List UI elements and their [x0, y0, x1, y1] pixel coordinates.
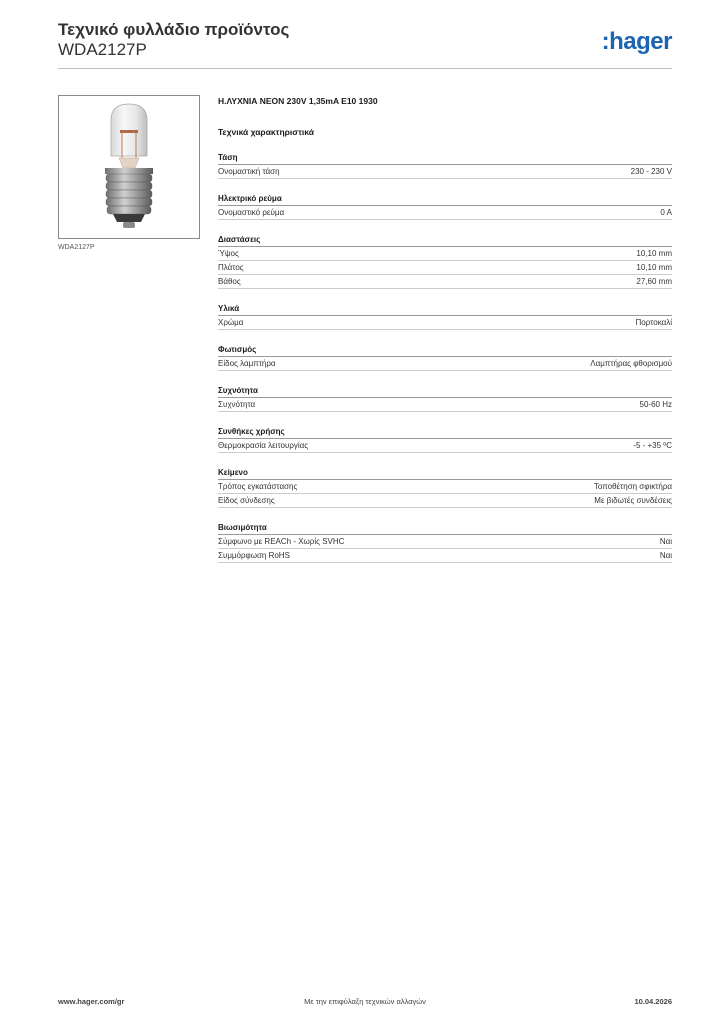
document-date: 10.04.2026 [634, 997, 672, 1006]
spec-value: Λαμπτήρας φθορισμού [590, 359, 672, 368]
spec-group-title: Συνθήκες χρήσης [218, 425, 672, 439]
spec-group-title: Συχνότητα [218, 384, 672, 398]
spec-value: 10,10 mm [636, 249, 672, 258]
spec-row [218, 480, 672, 494]
spec-value: Τοποθέτηση σφικτήρα [593, 482, 672, 491]
spec-value: 0 A [660, 208, 672, 217]
spec-row [218, 398, 672, 412]
spec-group [218, 343, 672, 371]
spec-label: Ονομαστικό ρεύμα [218, 208, 285, 217]
spec-row [218, 494, 672, 508]
spec-group-title: Διαστάσεις [218, 233, 672, 247]
spec-label: Σύμφωνο με REACh - Χωρίς SVHC [218, 537, 345, 546]
spec-group [218, 425, 672, 453]
spec-groups [218, 151, 672, 563]
spec-row [218, 261, 672, 275]
spec-value: 27,60 mm [636, 277, 672, 286]
spec-label: Ονομαστική τάση [218, 167, 280, 176]
spec-group [218, 384, 672, 412]
spec-value: -5 - +35 ºC [633, 441, 672, 450]
spec-group [218, 521, 672, 563]
spec-value: Ναι [659, 551, 672, 560]
document-footer [58, 997, 672, 1011]
spec-value: 10,10 mm [636, 263, 672, 272]
spec-group-title: Υλικά [218, 302, 672, 316]
spec-value: Με βιδωτές συνδέσεις [594, 496, 672, 505]
spec-label: Συμμόρφωση RoHS [218, 551, 290, 560]
spec-row [218, 206, 672, 220]
spec-row [218, 549, 672, 563]
product-image [58, 95, 200, 239]
disclaimer: Με την επιφύλαξη τεχνικών αλλαγών [304, 997, 426, 1006]
spec-row [218, 275, 672, 289]
spec-label: Χρώμα [218, 318, 244, 327]
product-name: Η.ΛΥΧΝΙΑ NEON 230V 1,35mA E10 1930 [218, 96, 378, 106]
document-title: Τεχνικό φυλλάδιο προϊόντος [58, 20, 290, 39]
spec-group [218, 233, 672, 289]
spec-label: Βάθος [218, 277, 241, 286]
spec-group [218, 466, 672, 508]
spec-group-title: Τάση [218, 151, 672, 165]
spec-group [218, 151, 672, 179]
spec-group-title: Φωτισμός [218, 343, 672, 357]
spec-label: Ύψος [218, 249, 239, 258]
spec-label: Είδος σύνδεσης [218, 496, 275, 505]
spec-group-title: Βιωσιμότητα [218, 521, 672, 535]
spec-row [218, 247, 672, 261]
spec-row [218, 165, 672, 179]
spec-row [218, 439, 672, 453]
spec-label: Πλάτος [218, 263, 244, 272]
website-link[interactable]: www.hager.com/gr [58, 997, 125, 1006]
spec-row [218, 535, 672, 549]
spec-group [218, 192, 672, 220]
spec-row [218, 357, 672, 371]
spec-value: 230 - 230 V [630, 167, 672, 176]
spec-label: Είδος λαμπτήρα [218, 359, 276, 368]
spec-value: Ναι [659, 537, 672, 546]
spec-label: Τρόπος εγκατάστασης [218, 482, 298, 491]
spec-row [218, 316, 672, 330]
spec-group-title: Κείμενο [218, 466, 672, 480]
document-header [58, 20, 672, 70]
spec-group [218, 302, 672, 330]
hager-logo: :hager [601, 28, 672, 55]
spec-value: Πορτοκαλί [635, 318, 672, 327]
spec-label: Θερμοκρασία λειτουργίας [218, 441, 309, 450]
spec-group-title: Ηλεκτρικό ρεύμα [218, 192, 672, 206]
section-heading: Τεχνικά χαρακτηριστικά [218, 127, 314, 137]
neon-lamp-illustration [59, 96, 199, 238]
spec-label: Συχνότητα [218, 400, 256, 409]
spec-content [218, 96, 672, 563]
image-caption: WDA2127P [58, 244, 95, 251]
spec-value: 50-60 Hz [639, 400, 672, 409]
header-divider [58, 68, 672, 69]
product-code: WDA2127P [58, 40, 147, 59]
